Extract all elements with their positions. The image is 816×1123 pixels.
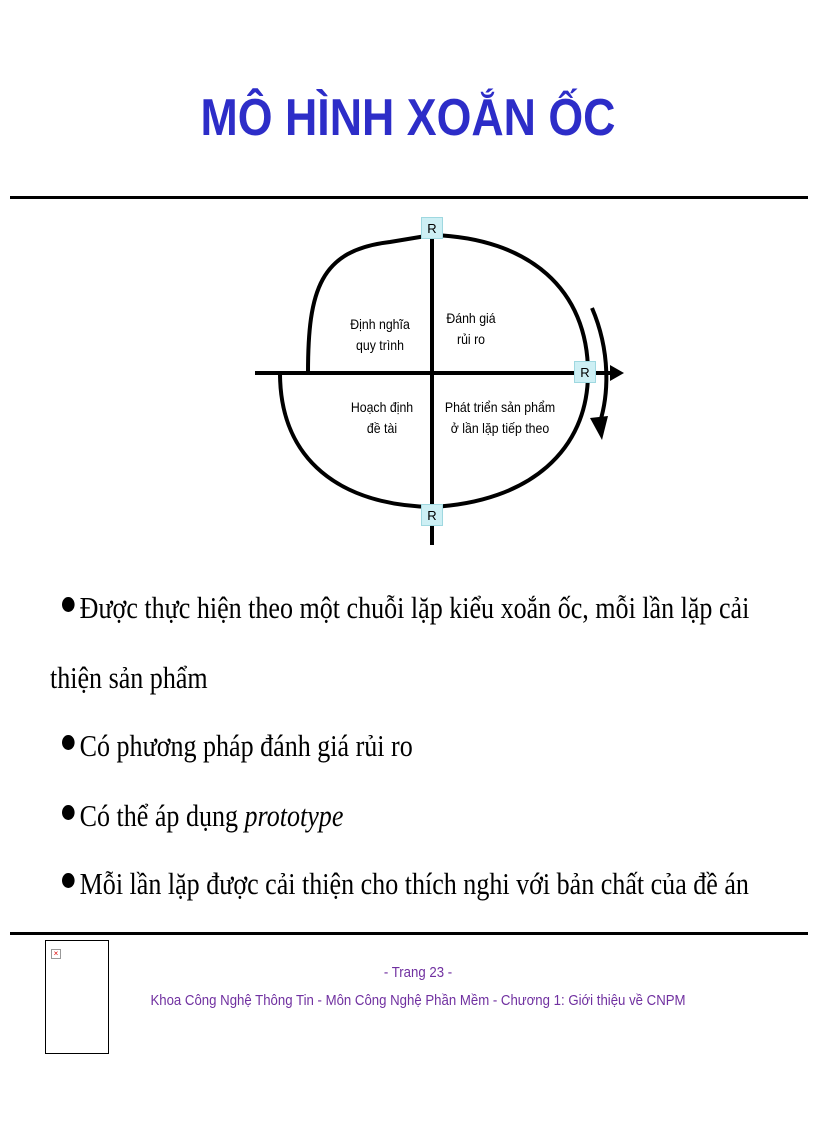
broken-image-icon: ×	[51, 949, 61, 959]
bullet-icon	[62, 597, 75, 612]
risk-marker-right: R	[574, 361, 596, 383]
bullet-italic-text: prototype	[244, 798, 344, 833]
bullet-text: Mỗi lần lặp được cải thiện cho thích nghi với bản chất của đề án	[79, 866, 749, 901]
quadrant-text: Đánh giá	[446, 310, 496, 326]
quadrant-text: rủi ro	[456, 331, 486, 347]
bullet-text: Có thể áp dụng	[79, 798, 245, 833]
quadrant-text: quy trình	[356, 337, 404, 353]
bullet-item	[62, 590, 749, 626]
footer-course-info: Khoa Công Nghệ Thông Tin - Môn Công Nghệ Phần Mềm - Chương 1: Giới thiệu về CNPM	[150, 992, 686, 1009]
page-title: MÔ HÌNH XOẮN ỐC	[200, 89, 616, 147]
bullet-continuation: thiện sản phẩm	[50, 660, 208, 695]
bullet-item	[62, 866, 749, 902]
quadrant-development	[438, 397, 561, 439]
quadrant-define-process	[336, 314, 424, 356]
quadrant-planning	[338, 397, 426, 439]
bullet-icon	[62, 735, 75, 750]
quadrant-text: ở lần lặp tiếp theo	[450, 420, 550, 436]
axis-arrowhead	[610, 365, 624, 381]
risk-marker-top: R	[421, 217, 443, 239]
quadrant-text: Hoạch định	[350, 399, 414, 415]
quadrant-text: Phát triển sản phẩm	[444, 399, 556, 415]
bullet-text: Được thực hiện theo một chuỗi lặp kiểu xoắn ốc, mỗi lần lặp cải	[79, 590, 750, 625]
direction-arrowhead	[590, 416, 608, 440]
bottom-divider	[10, 932, 808, 935]
quadrant-text: đề tài	[366, 420, 398, 436]
top-divider	[10, 196, 808, 199]
bullet-icon	[62, 805, 75, 820]
spiral-lower-left	[280, 373, 432, 507]
quadrant-risk-assessment	[431, 308, 510, 350]
quadrant-text: Định nghĩa	[350, 316, 410, 332]
risk-marker-bottom: R	[421, 504, 443, 526]
bullet-item	[62, 798, 343, 834]
spiral-lower-right	[432, 373, 588, 507]
bullet-icon	[62, 873, 75, 888]
spiral-upper-right	[432, 235, 588, 373]
spiral-diagram	[240, 210, 640, 550]
page-number: - Trang 23 -	[383, 964, 453, 981]
bullet-text: Có phương pháp đánh giá rủi ro	[79, 728, 413, 763]
bullet-item	[62, 728, 413, 764]
